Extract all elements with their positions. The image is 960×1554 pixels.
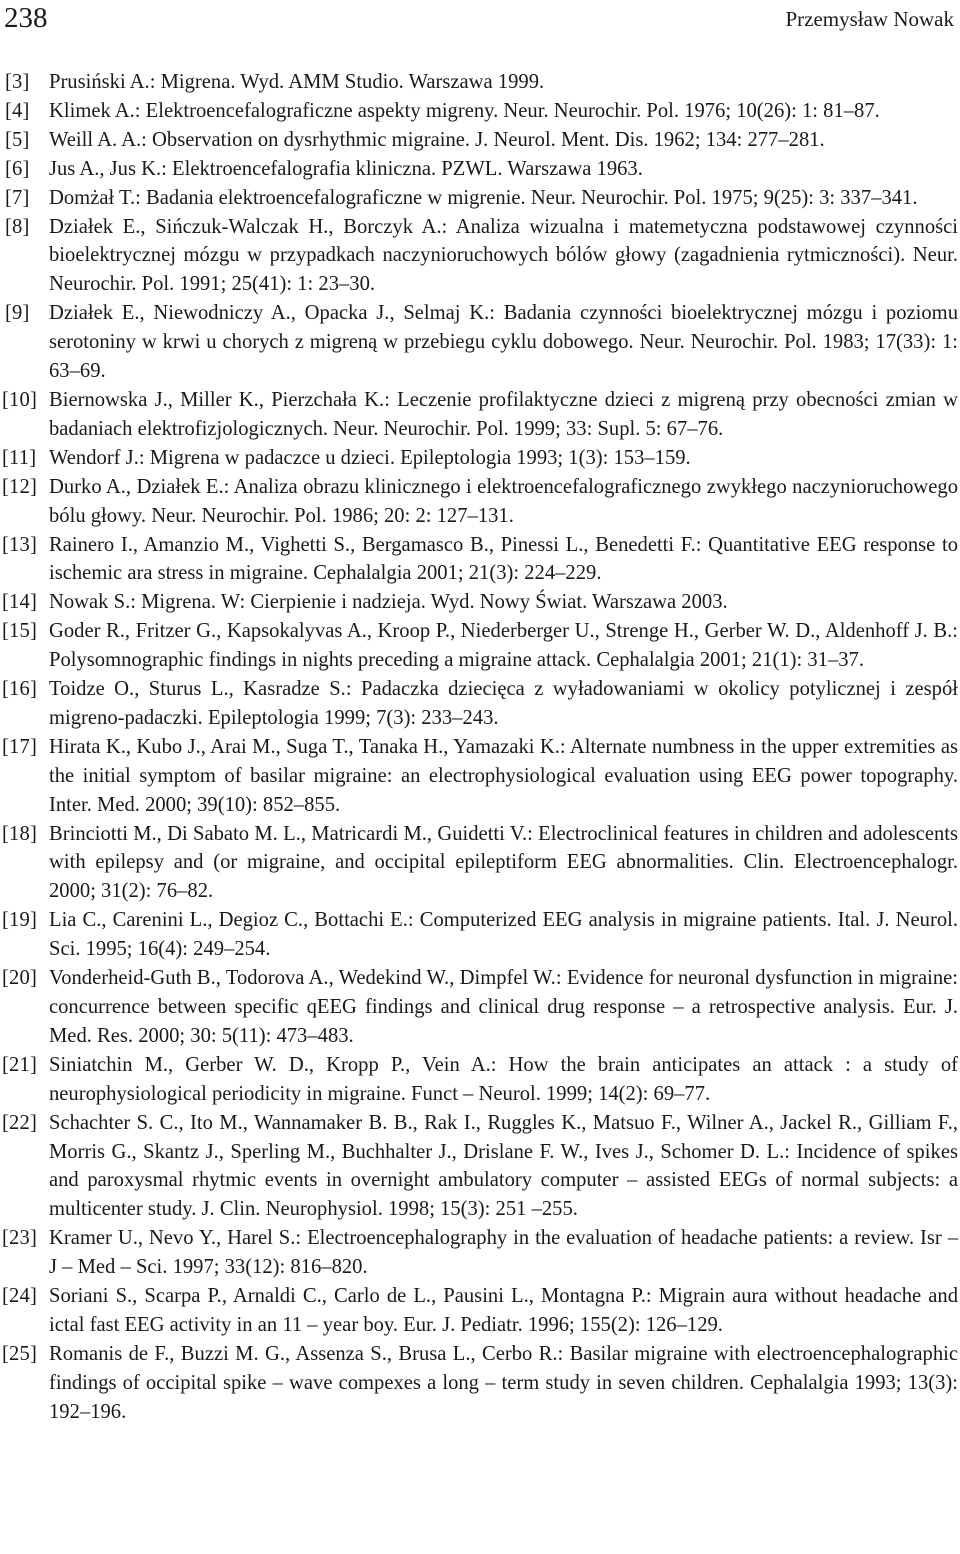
- reference-item: [0, 68, 958, 97]
- reference-text: Romanis de F., Buzzi M. G., Assenza S., Brusa L., Cerbo R.: Basilar migraine with electroencephalographic findings of occipital spike – wave compexes a long – term study in seven children. Cephalalgia 1993; 13(3): 192–196.: [49, 1342, 958, 1423]
- reference-text: Klimek A.: Elektroencefalograficzne aspekty migreny. Neur. Neurochir. Pol. 1976; 10(26): 1: 81–87.: [49, 99, 880, 122]
- reference-item: [0, 444, 958, 473]
- reference-list: [0, 68, 958, 1427]
- reference-number: [24]: [2, 1285, 38, 1308]
- reference-text: Vonderheid-Guth B., Todorova A., Wedekind W., Dimpfel W.: Evidence for neuronal dysfunction in migraine: concurrence between specific qEEG findings and clinical drug response – a retrospective analysis. Eur. J. Med. Res. 2000; 30: 5(11): 473–483.: [49, 967, 958, 1047]
- reference-number: [22]: [2, 1111, 38, 1134]
- reference-text: Soriani S., Scarpa P., Arnaldi C., Carlo de L., Pausini L., Montagna P.: Migrain aura without headache and ictal fast EEG activity in an 11 – year boy. Eur. J. Pediatr. 1996; 155(2): 126–129.: [49, 1285, 958, 1336]
- page-number: 238: [4, 2, 48, 34]
- reference-item: [0, 97, 958, 126]
- reference-text: Biernowska J., Miller K., Pierzchała K.: Leczenie profilaktyczne dzieci z migreną przy obecności zmian w badaniach elektrofizjologicznych. Neur. Neurochir. Pol. 1999; 33: Supl. 5: 67–76.: [49, 388, 958, 440]
- reference-text: Goder R., Fritzer G., Kapsokalyvas A., Kroop P., Niederberger U., Strenge H., Gerber W. D., Aldenhoff J. B.: Polysomnographic findings in nights preceding a migraine attack. Cephalalgia 2001; 21(1): 31–37.: [49, 620, 958, 672]
- reference-number: [18]: [2, 822, 38, 845]
- reference-number: [21]: [2, 1053, 38, 1076]
- reference-number: [11]: [2, 446, 37, 469]
- reference-item: [0, 213, 958, 300]
- reference-item: [0, 820, 958, 907]
- reference-text: Działek E., Niewodniczy A., Opacka J., Selmaj K.: Badania czynności bioelektrycznej mózgu i poziomu serotoniny w krwi u chorych z migreną w przebiegu cyklu dobowego. Neur. Neurochir. Pol. 1983; 17(33): 1: 63–69.: [49, 302, 958, 383]
- reference-number: [6]: [5, 157, 30, 180]
- reference-item: [0, 531, 958, 589]
- reference-item: [0, 1282, 958, 1340]
- reference-text: Weill A. A.: Observation on dysrhythmic migraine. J. Neurol. Ment. Dis. 1962; 134: 277–281.: [49, 128, 825, 151]
- reference-number: [20]: [2, 967, 38, 990]
- reference-item: [0, 184, 958, 213]
- reference-number: [4]: [5, 99, 30, 122]
- running-header-author: Przemysław Nowak: [785, 7, 954, 31]
- reference-number: [10]: [2, 388, 38, 411]
- reference-number: [16]: [2, 678, 38, 701]
- reference-text: Prusiński A.: Migrena. Wyd. AMM Studio. Warszawa 1999.: [49, 71, 545, 93]
- reference-text: Hirata K., Kubo J., Arai M., Suga T., Tanaka H., Yamazaki K.: Alternate numbness in the upper extremities as the initial symptom of basilar migraine: an electrophysiological evaluation using EEG power topography. Inter. Med. 2000; 39(10): 852–855.: [49, 735, 958, 816]
- reference-item: [0, 733, 958, 820]
- reference-text: Nowak S.: Migrena. W: Cierpienie i nadzieja. Wyd. Nowy Świat. Warszawa 2003.: [49, 591, 728, 614]
- reference-number: [14]: [2, 591, 38, 614]
- reference-item: [0, 675, 958, 733]
- reference-item: [0, 473, 958, 531]
- reference-text: Lia C., Carenini L., Degioz C., Bottachi E.: Computerized EEG analysis in migraine patients. Ital. J. Neurol. Sci. 1995; 16(4): 249–254.: [49, 909, 958, 961]
- reference-item: [0, 588, 958, 617]
- reference-text: Durko A., Działek E.: Analiza obrazu klinicznego i elektroencefalograficznego zwykłego naczynioruchowego bólu głowy. Neur. Neurochir. Pol. 1986; 20: 2: 127–131.: [49, 475, 958, 527]
- reference-text: Brinciotti M., Di Sabato M. L., Matricardi M., Guidetti V.: Electroclinical features in children and adolescents with epilepsy and (or migraine, and occipital epileptiform EEG abnormalities. Clin. Electroencephalogr. 2000; 31(2): 76–82.: [49, 822, 958, 903]
- reference-item: [0, 617, 958, 675]
- reference-number: [17]: [2, 735, 38, 758]
- reference-item: [0, 1224, 958, 1282]
- reference-text: Domżał T.: Badania elektroencefalograficzne w migrenie. Neur. Neurochir. Pol. 1975; 9(25): 3: 337–341.: [49, 186, 918, 209]
- reference-number: [7]: [5, 186, 30, 209]
- reference-number: [13]: [2, 533, 38, 556]
- reference-text: Wendorf J.: Migrena w padaczce u dzieci. Epileptologia 1993; 1(3): 153–159.: [49, 446, 691, 469]
- reference-item: [0, 1051, 958, 1109]
- reference-number: [3]: [5, 71, 30, 93]
- reference-item: [0, 964, 958, 1051]
- reference-item: [0, 155, 958, 184]
- reference-item: [0, 1109, 958, 1225]
- reference-text: Kramer U., Nevo Y., Harel S.: Electroencephalography in the evaluation of headache patients: a review. Isr – J – Med – Sci. 1997; 33(12): 816–820.: [49, 1227, 958, 1279]
- reference-number: [23]: [2, 1227, 38, 1250]
- reference-text: Działek E., Sińczuk-Walczak H., Borczyk A.: Analiza wizualna i matemetyczna podstawowej czynności bioelektrycznej mózgu w przypadkach naczynioruchowych bólów głowy (zagadnienia rytmiczności). Neur. Neurochir. Pol. 1991; 25(41): 1: 23–30.: [49, 215, 958, 296]
- reference-number: [19]: [2, 909, 38, 932]
- reference-text: Schachter S. C., Ito M., Wannamaker B. B., Rak I., Ruggles K., Matsuo F., Wilner A., Jackel R., Gilliam F., Morris G., Skantz J., Sperling M., Buchhalter J., Drislane F. W., Ives J., Schomer D. L.: Incidence of spikes and paroxysmal rhytmic events in overnight ambulatory computer – assisted EEGs of normal subjects: a multicenter study. J. Clin. Neurophysiol. 1998; 15(3): 251 –255.: [49, 1111, 958, 1221]
- reference-number: [25]: [2, 1342, 38, 1365]
- reference-item: [0, 299, 958, 386]
- reference-item: [0, 906, 958, 964]
- reference-text: Siniatchin M., Gerber W. D., Kropp P., Vein A.: How the brain anticipates an attack : a study of neurophysiological periodicity in migraine. Funct – Neurol. 1999; 14(2): 69–77.: [49, 1053, 958, 1105]
- reference-number: [5]: [5, 128, 30, 151]
- reference-text: Rainero I., Amanzio M., Vighetti S., Bergamasco B., Pinessi L., Benedetti F.: Quantitative EEG response to ischemic ara stress in migraine. Cephalalgia 2001; 21(3): 224–229.: [49, 533, 958, 585]
- reference-number: [15]: [2, 620, 38, 643]
- reference-item: [0, 386, 958, 444]
- reference-number: [12]: [2, 475, 38, 498]
- reference-text: Toidze O., Sturus L., Kasradze S.: Padaczka dziecięca z wyładowaniami w okolicy potylicznej i zespół migreno-padaczki. Epileptologia 1999; 7(3): 233–243.: [49, 678, 958, 729]
- reference-number: [9]: [5, 302, 30, 325]
- reference-number: [8]: [5, 215, 30, 238]
- reference-text: Jus A., Jus K.: Elektroencefalografia kliniczna. PZWL. Warszawa 1963.: [49, 157, 643, 180]
- reference-item: [0, 1340, 958, 1427]
- reference-item: [0, 126, 958, 155]
